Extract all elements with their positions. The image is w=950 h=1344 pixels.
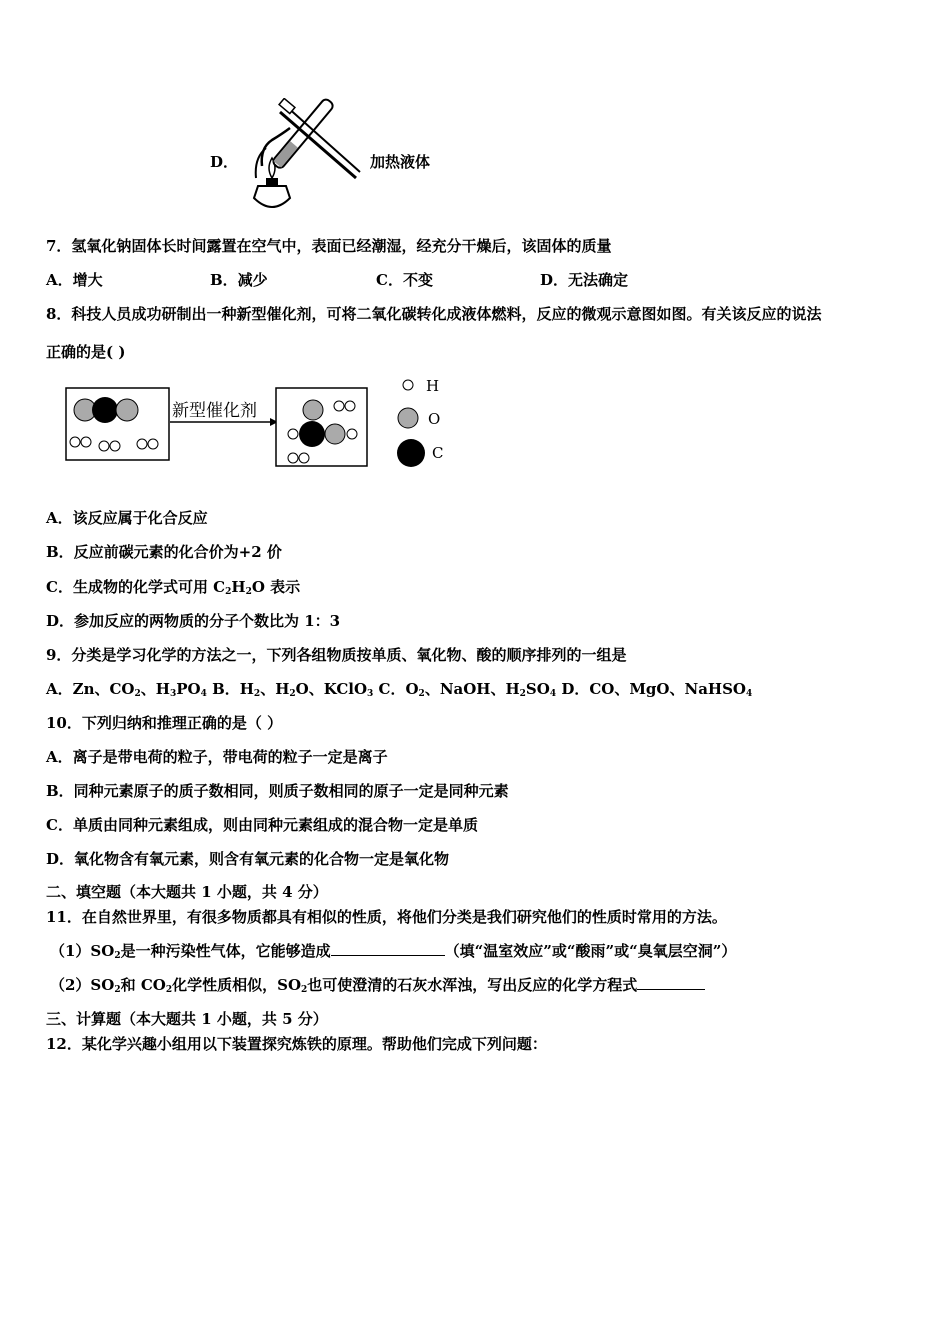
q7-option-b: B．减少 [210,271,268,289]
legend-c-symbol [397,439,425,467]
q11-part2-blank[interactable] [637,975,705,990]
legend-o-label: O [428,410,441,428]
heating-liquid-apparatus [232,98,372,218]
q10-stem: 10．下列归纳和推理正确的是（ ） [46,714,283,732]
q7-option-d: D．无法确定 [540,271,629,289]
q11-part2: $(2)SO_2$和 $CO_2$化学性质相似，$SO_2$也可使澄清的石灰水浑浊，写出反应的化学方程式 [50,975,705,995]
q8-option-d: D．参加反应的两物质的分子个数比为 1：3 [46,612,341,630]
q9-stem: 9．分类是学习化学的方法之一，下列各组物质按单质、氧化物、酸的顺序排列的一组是 [46,646,627,664]
arrow-label: 新型催化剂 [172,401,257,421]
q8-stem-line1: 8．科技人员成功研制出一种新型催化剂，可将二氧化碳转化成液体燃料，反应的微观示意图如图。有关该反应的说法 [46,305,822,323]
q8-option-b: B．反应前碳元素的化合价为+2 价 [46,543,282,561]
q10-option-a: A．离子是带电荷的粒子，带电荷的粒子一定是离子 [46,748,388,766]
q8-option-c-mid: H [231,578,246,596]
q7-option-c: C．不变 [376,271,433,289]
q10-option-d: D．氧化物含有氧元素，则含有氧元素的化合物一定是氧化物 [46,850,450,868]
section3-title: 三、计算题（本大题共 1 小题，共 5 分） [46,1010,328,1028]
q10-option-c: C．单质由同种元素组成，则由同种元素组成的混合物一定是单质 [46,816,478,834]
q12-stem: 12．某化学兴趣小组用以下装置探究炼铁的原理。帮助他们完成下列问题： [46,1035,547,1053]
q9-options: A．Zn、$CO_2$、$H_3PO_4$ B．$H_2$、$H_2O$、KClO$_3$ C．$O_2$、NaOH、$H_2SO_4$ D．CO、MgO、NaHSO$_4$ [46,680,753,699]
q8-option-c-sub2: 2 [245,587,252,597]
q8-option-c-suffix: O 表示 [251,578,301,596]
q6-option-d-label: 加热液体 [370,153,431,171]
q8-option-c [46,577,300,597]
q8-option-c-sub1: 2 [225,587,232,597]
q7-stem: 7．氢氧化钠固体长时间露置在空气中，表面已经潮湿，经充分干燥后，该固体的质量 [46,237,612,255]
q7-option-a: A．增大 [46,271,103,289]
reaction-diagram [60,372,460,472]
legend-c-label: C [432,444,444,462]
q10-option-b: B．同种元素原子的质子数相同，则质子数相同的原子一定是同种元素 [46,782,509,800]
legend-o-symbol [398,408,418,428]
q11-part1-blank[interactable] [331,941,445,956]
legend-h-label: H [426,377,440,395]
q8-stem-line2: 正确的是( ) [46,343,126,361]
section2-title: 二、填空题（本大题共 1 小题，共 4 分） [46,883,328,901]
q8-option-c-prefix: C．生成物的化学式可用 C [46,578,226,596]
q11-stem: 11．在自然世界里，有很多物质都具有相似的性质，将他们分类是我们研究他们的性质时常用的方法。 [46,908,727,926]
q8-option-a: A．该反应属于化合反应 [46,509,208,527]
q11-part1: $(1)SO_2$是一种污染性气体，它能够造成 （填“温室效应”或“酸雨”或“臭氧层空洞”） [50,942,737,961]
legend-h-symbol [403,380,413,390]
q6-option-d-letter: D． [210,153,239,171]
